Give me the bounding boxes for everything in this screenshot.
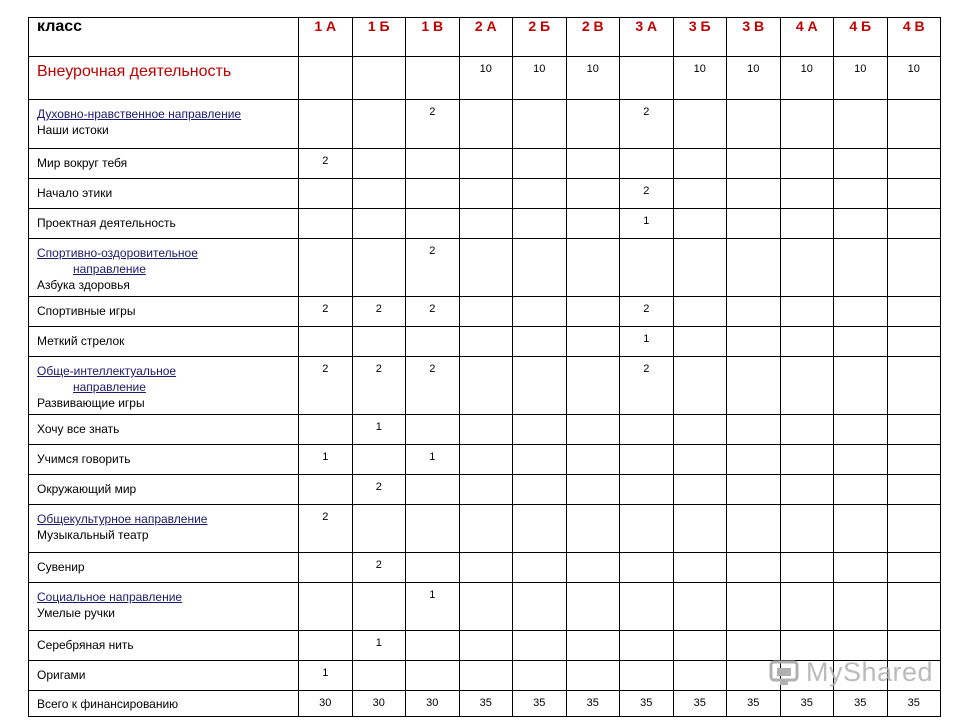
hours-cell — [780, 475, 834, 505]
activity-name: Наши истоки — [37, 123, 109, 137]
hours-cell — [727, 297, 781, 327]
class-header: 3 А — [620, 18, 674, 57]
hours-cell — [299, 475, 353, 505]
hours-cell — [620, 445, 674, 475]
hours-cell — [727, 100, 781, 149]
hours-cell — [780, 239, 834, 297]
activity-name-cell — [29, 357, 299, 415]
class-header: 2 В — [566, 18, 620, 57]
hours-cell — [299, 239, 353, 297]
direction-label: Спортивно-оздоровительное — [37, 246, 198, 260]
hours-cell — [780, 505, 834, 553]
hours-cell — [566, 297, 620, 327]
activity-row — [29, 553, 941, 583]
activity-name: Проектная деятельность — [37, 216, 176, 230]
hours-cell — [673, 327, 727, 357]
hours-cell — [780, 327, 834, 357]
activity-row — [29, 415, 941, 445]
hours-cell — [887, 631, 941, 661]
activity-name: Начало этики — [37, 186, 113, 200]
hours-cell — [513, 475, 567, 505]
hours-cell — [299, 100, 353, 149]
activity-name-cell — [29, 553, 299, 583]
activity-name-cell — [29, 631, 299, 661]
hours-cell — [566, 505, 620, 553]
hours-cell — [834, 553, 888, 583]
activity-name-cell — [29, 505, 299, 553]
hours-cell — [566, 209, 620, 239]
hours-cell — [834, 357, 888, 415]
hours-cell — [887, 297, 941, 327]
hours-cell — [673, 179, 727, 209]
activity-row — [29, 239, 941, 297]
watermark-logo-icon — [768, 658, 802, 688]
hours-cell — [727, 505, 781, 553]
hours-cell — [834, 239, 888, 297]
activity-name-cell — [29, 149, 299, 179]
header-row — [29, 18, 941, 57]
hours-cell — [513, 357, 567, 415]
hours-cell: 10 — [566, 57, 620, 100]
total-cell: 30 — [352, 691, 406, 717]
hours-cell — [887, 209, 941, 239]
hours-cell — [566, 415, 620, 445]
total-cell: 35 — [887, 691, 941, 717]
watermark-text: MyShared — [806, 657, 934, 687]
hours-cell: 2 — [620, 179, 674, 209]
hours-cell — [513, 445, 567, 475]
hours-cell — [299, 415, 353, 445]
hours-cell — [834, 631, 888, 661]
activity-name: Учимся говорить — [37, 452, 131, 466]
hours-cell — [566, 475, 620, 505]
hours-cell — [406, 505, 460, 553]
class-header: 3 Б — [673, 18, 727, 57]
hours-cell — [299, 553, 353, 583]
activity-name: Умелые ручки — [37, 606, 115, 620]
activity-row — [29, 505, 941, 553]
class-header: 2 А — [459, 18, 513, 57]
hours-cell — [459, 357, 513, 415]
hours-cell — [727, 239, 781, 297]
total-cell: 35 — [459, 691, 513, 717]
hours-cell — [673, 357, 727, 415]
hours-cell — [566, 553, 620, 583]
hours-cell: 1 — [406, 445, 460, 475]
total-cell: 35 — [727, 691, 781, 717]
activity-row — [29, 661, 941, 691]
hours-cell — [459, 415, 513, 445]
total-row — [29, 691, 941, 717]
hours-cell — [673, 239, 727, 297]
hours-cell: 2 — [352, 553, 406, 583]
activity-row — [29, 209, 941, 239]
hours-cell — [887, 415, 941, 445]
class-header: 4 Б — [834, 18, 888, 57]
hours-cell — [406, 475, 460, 505]
hours-cell — [299, 327, 353, 357]
hours-cell — [513, 179, 567, 209]
hours-cell — [299, 631, 353, 661]
activity-name-cell — [29, 297, 299, 327]
hours-cell — [566, 239, 620, 297]
hours-cell — [406, 327, 460, 357]
activity-name-cell — [29, 475, 299, 505]
activity-row — [29, 583, 941, 631]
hours-cell — [727, 209, 781, 239]
hours-cell — [673, 297, 727, 327]
hours-cell — [513, 239, 567, 297]
hours-cell — [299, 583, 353, 631]
hours-cell — [780, 583, 834, 631]
hours-cell — [352, 327, 406, 357]
hours-cell — [727, 149, 781, 179]
hours-cell — [780, 100, 834, 149]
activity-row — [29, 297, 941, 327]
hours-cell — [459, 209, 513, 239]
hours-cell: 2 — [406, 297, 460, 327]
hours-cell — [513, 631, 567, 661]
hours-cell — [727, 445, 781, 475]
class-header: 1 Б — [352, 18, 406, 57]
hours-cell — [780, 149, 834, 179]
activity-name: Мир вокруг тебя — [37, 156, 128, 170]
hours-cell: 2 — [620, 297, 674, 327]
hours-cell — [620, 505, 674, 553]
total-cell: 35 — [780, 691, 834, 717]
hours-cell — [459, 661, 513, 691]
hours-cell: 2 — [620, 100, 674, 149]
curriculum-table — [28, 17, 941, 717]
hours-cell — [406, 149, 460, 179]
hours-cell — [834, 415, 888, 445]
hours-cell — [513, 297, 567, 327]
activity-name-cell — [29, 583, 299, 631]
activity-row — [29, 357, 941, 415]
hours-cell — [352, 583, 406, 631]
hours-cell — [727, 553, 781, 583]
hours-cell — [459, 445, 513, 475]
direction-label: направление — [73, 380, 146, 394]
activity-name-cell — [29, 179, 299, 209]
activity-name-cell — [29, 100, 299, 149]
hours-cell — [887, 100, 941, 149]
hours-cell — [459, 475, 513, 505]
hours-cell — [620, 631, 674, 661]
hours-cell — [834, 149, 888, 179]
hours-cell — [780, 179, 834, 209]
hours-cell — [673, 661, 727, 691]
hours-cell — [513, 505, 567, 553]
hours-cell — [459, 327, 513, 357]
hours-cell — [727, 631, 781, 661]
hours-cell — [352, 57, 406, 100]
hours-cell — [459, 505, 513, 553]
activity-row — [29, 100, 941, 149]
hours-cell — [673, 209, 727, 239]
hours-cell — [834, 445, 888, 475]
activity-name-cell — [29, 327, 299, 357]
hours-cell — [566, 327, 620, 357]
total-cell: 35 — [566, 691, 620, 717]
activity-name-cell — [29, 661, 299, 691]
hours-cell — [299, 209, 353, 239]
hours-cell — [406, 57, 460, 100]
hours-cell — [459, 239, 513, 297]
activity-row — [29, 475, 941, 505]
hours-cell — [620, 583, 674, 631]
hours-cell — [620, 553, 674, 583]
hours-cell — [673, 583, 727, 631]
hours-cell — [780, 631, 834, 661]
hours-cell — [406, 415, 460, 445]
hours-cell — [566, 149, 620, 179]
class-header: 2 Б — [513, 18, 567, 57]
hours-cell — [727, 583, 781, 631]
hours-cell — [459, 149, 513, 179]
hours-cell — [352, 445, 406, 475]
hours-cell — [513, 100, 567, 149]
hours-cell — [406, 661, 460, 691]
hours-cell — [673, 631, 727, 661]
hours-cell: 1 — [352, 415, 406, 445]
hours-cell — [673, 415, 727, 445]
direction-label: Социальное направление — [37, 590, 183, 604]
hours-cell — [459, 179, 513, 209]
hours-cell: 1 — [352, 631, 406, 661]
class-header: 1 В — [406, 18, 460, 57]
hours-cell — [406, 553, 460, 583]
hours-cell — [299, 57, 353, 100]
hours-cell: 2 — [406, 100, 460, 149]
hours-cell — [673, 475, 727, 505]
hours-cell — [459, 100, 513, 149]
hours-cell — [834, 209, 888, 239]
hours-cell — [513, 327, 567, 357]
activity-name: Хочу все знать — [37, 422, 120, 436]
hours-cell: 10 — [780, 57, 834, 100]
hours-cell — [513, 149, 567, 179]
activity-name-cell — [29, 239, 299, 297]
hours-cell: 10 — [459, 57, 513, 100]
hours-cell — [513, 209, 567, 239]
hours-cell: 1 — [406, 583, 460, 631]
hours-cell — [459, 553, 513, 583]
hours-cell: 2 — [299, 357, 353, 415]
hours-cell — [566, 661, 620, 691]
hours-cell — [620, 475, 674, 505]
activity-row — [29, 445, 941, 475]
hours-cell — [566, 357, 620, 415]
hours-cell — [780, 209, 834, 239]
activity-name-cell — [29, 445, 299, 475]
hours-cell: 2 — [406, 239, 460, 297]
hours-cell — [620, 149, 674, 179]
hours-cell — [780, 297, 834, 327]
hours-cell — [566, 179, 620, 209]
direction-label: Духовно-нравственное направление — [37, 107, 242, 121]
activity-row — [29, 631, 941, 661]
hours-cell — [566, 583, 620, 631]
hours-cell — [887, 327, 941, 357]
hours-cell — [887, 583, 941, 631]
hours-cell — [727, 179, 781, 209]
hours-cell: 1 — [299, 661, 353, 691]
hours-cell — [566, 445, 620, 475]
hours-cell — [780, 415, 834, 445]
hours-cell — [887, 149, 941, 179]
hours-cell — [459, 583, 513, 631]
hours-cell — [780, 445, 834, 475]
activity-row — [29, 327, 941, 357]
hours-cell — [566, 100, 620, 149]
extracurricular-row — [29, 57, 941, 100]
total-label: Всего к финансированию — [29, 691, 299, 717]
hours-cell — [513, 661, 567, 691]
hours-cell — [513, 553, 567, 583]
hours-cell: 2 — [352, 475, 406, 505]
hours-cell — [727, 327, 781, 357]
hours-cell — [620, 661, 674, 691]
hours-cell: 2 — [299, 149, 353, 179]
activity-name: Окружающий мир — [37, 482, 137, 496]
hours-cell: 10 — [887, 57, 941, 100]
class-header: 4 В — [887, 18, 941, 57]
hours-cell — [887, 445, 941, 475]
hours-cell — [406, 209, 460, 239]
activity-row — [29, 179, 941, 209]
hours-cell: 2 — [299, 505, 353, 553]
hours-cell: 10 — [834, 57, 888, 100]
direction-label: Обще-интеллектуальное — [37, 364, 177, 378]
hours-cell — [887, 505, 941, 553]
total-cell: 30 — [406, 691, 460, 717]
activity-name: Серебряная нить — [37, 638, 134, 652]
hours-cell — [834, 179, 888, 209]
class-label: класс — [29, 18, 299, 57]
hours-cell — [566, 631, 620, 661]
hours-cell — [887, 357, 941, 415]
hours-cell — [673, 100, 727, 149]
hours-cell — [780, 357, 834, 415]
total-cell: 35 — [834, 691, 888, 717]
class-header: 4 А — [780, 18, 834, 57]
direction-label: Общекультурное направление — [37, 512, 208, 526]
direction-label: направление — [73, 262, 146, 276]
activity-name: Развивающие игры — [37, 396, 145, 410]
hours-cell — [352, 505, 406, 553]
extracurricular-title: Внеурочная деятельность — [29, 57, 299, 100]
hours-cell — [834, 297, 888, 327]
hours-cell — [620, 57, 674, 100]
hours-cell — [887, 179, 941, 209]
hours-cell: 1 — [299, 445, 353, 475]
hours-cell — [352, 661, 406, 691]
hours-cell: 1 — [620, 209, 674, 239]
hours-cell — [406, 631, 460, 661]
hours-cell — [727, 475, 781, 505]
activity-name-cell — [29, 209, 299, 239]
hours-cell: 2 — [352, 357, 406, 415]
activity-name: Музыкальный театр — [37, 528, 149, 542]
hours-cell — [299, 179, 353, 209]
hours-cell — [620, 239, 674, 297]
activity-name: Меткий стрелок — [37, 334, 125, 348]
hours-cell — [673, 553, 727, 583]
hours-cell: 10 — [673, 57, 727, 100]
hours-cell — [834, 505, 888, 553]
hours-cell — [352, 100, 406, 149]
activity-name: Спортивные игры — [37, 304, 136, 318]
hours-cell — [780, 553, 834, 583]
hours-cell — [620, 415, 674, 445]
class-header: 3 В — [727, 18, 781, 57]
hours-cell — [673, 149, 727, 179]
hours-cell: 2 — [299, 297, 353, 327]
hours-cell — [727, 415, 781, 445]
hours-cell — [459, 631, 513, 661]
hours-cell: 2 — [620, 357, 674, 415]
class-header: 1 А — [299, 18, 353, 57]
activity-name: Азбука здоровья — [37, 278, 130, 292]
hours-cell — [513, 415, 567, 445]
hours-cell — [352, 149, 406, 179]
hours-cell — [406, 179, 460, 209]
hours-cell — [887, 475, 941, 505]
hours-cell: 10 — [727, 57, 781, 100]
hours-cell — [727, 357, 781, 415]
hours-cell — [352, 179, 406, 209]
hours-cell — [673, 505, 727, 553]
hours-cell — [834, 583, 888, 631]
hours-cell — [352, 209, 406, 239]
hours-cell — [459, 297, 513, 327]
activity-name: Сувенир — [37, 560, 85, 574]
activity-name-cell — [29, 415, 299, 445]
hours-cell: 2 — [406, 357, 460, 415]
total-cell: 35 — [673, 691, 727, 717]
hours-cell: 10 — [513, 57, 567, 100]
hours-cell — [513, 583, 567, 631]
hours-cell — [834, 327, 888, 357]
hours-cell: 2 — [352, 297, 406, 327]
total-cell: 35 — [620, 691, 674, 717]
hours-cell — [834, 475, 888, 505]
hours-cell — [887, 553, 941, 583]
hours-cell — [834, 100, 888, 149]
total-cell: 35 — [513, 691, 567, 717]
hours-cell: 1 — [620, 327, 674, 357]
activity-name: Оригами — [37, 668, 86, 682]
hours-cell — [352, 239, 406, 297]
activity-row — [29, 149, 941, 179]
hours-cell — [887, 239, 941, 297]
total-cell: 30 — [299, 691, 353, 717]
hours-cell — [673, 445, 727, 475]
